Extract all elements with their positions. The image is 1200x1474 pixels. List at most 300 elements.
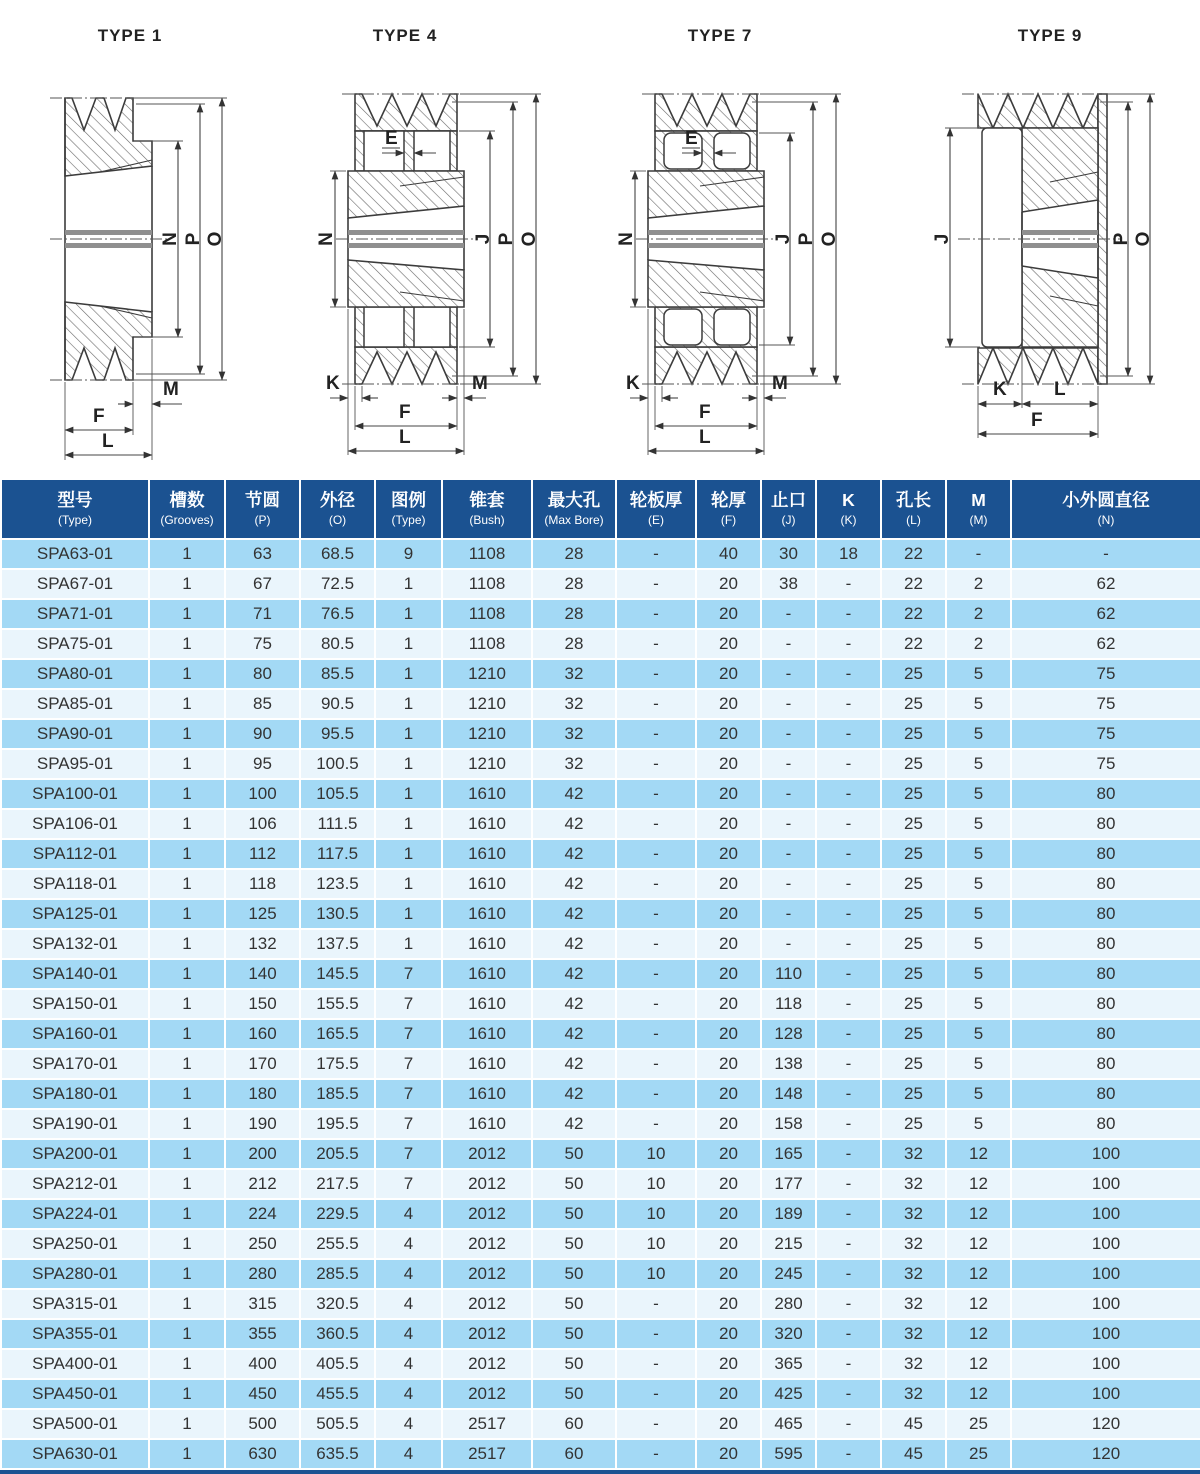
table-cell: 320.5	[300, 1289, 375, 1319]
column-header-cn: 槽数	[169, 490, 205, 511]
table-cell: SPA200-01	[1, 1139, 149, 1169]
column-header	[616, 479, 696, 539]
table-cell: 42	[532, 1049, 616, 1079]
table-cell: -	[816, 659, 881, 689]
dim-label-j: J	[773, 233, 794, 245]
table-cell: 25	[881, 719, 946, 749]
table-cell: 62	[1011, 569, 1200, 599]
table-cell: -	[816, 869, 881, 899]
table-cell: 189	[761, 1199, 816, 1229]
table-cell: 2012	[442, 1229, 532, 1259]
table-cell: 80.5	[300, 629, 375, 659]
table-row	[1, 779, 1200, 809]
table-cell: SPA355-01	[1, 1319, 149, 1349]
column-header	[946, 479, 1011, 539]
table-cell: -	[816, 749, 881, 779]
table-cell: SPA118-01	[1, 869, 149, 899]
table-cell: 38	[761, 569, 816, 599]
table-cell: 1610	[442, 899, 532, 929]
table-cell: 1	[375, 599, 442, 629]
table-cell: 130.5	[300, 899, 375, 929]
table-cell: 12	[946, 1349, 1011, 1379]
table-cell: 170	[225, 1049, 300, 1079]
table-cell: 1	[375, 569, 442, 599]
table-cell: 140	[225, 959, 300, 989]
table-cell: 12	[946, 1289, 1011, 1319]
column-header-en: (Grooves)	[160, 513, 214, 528]
table-cell: -	[616, 1049, 696, 1079]
table-cell: 80	[1011, 959, 1200, 989]
table-row	[1, 659, 1200, 689]
table-cell: 20	[696, 899, 761, 929]
table-cell: 20	[696, 839, 761, 869]
table-cell: 105.5	[300, 779, 375, 809]
table-cell: 18	[816, 539, 881, 569]
table-cell: -	[761, 839, 816, 869]
column-header-en: (M)	[969, 513, 988, 528]
table-cell: SPA75-01	[1, 629, 149, 659]
column-header	[149, 479, 225, 539]
table-cell: 5	[946, 809, 1011, 839]
column-header-en: (F)	[720, 513, 737, 528]
table-cell: 1	[149, 989, 225, 1019]
table-cell: 42	[532, 959, 616, 989]
table-cell: 1	[149, 1109, 225, 1139]
table-cell: 20	[696, 1079, 761, 1109]
table-row	[1, 809, 1200, 839]
table-cell: 12	[946, 1379, 1011, 1409]
table-cell: 75	[1011, 659, 1200, 689]
table-cell: -	[616, 1319, 696, 1349]
table-cell: 50	[532, 1139, 616, 1169]
table-row	[1, 899, 1200, 929]
table-cell: SPA630-01	[1, 1439, 149, 1469]
table-cell: 32	[532, 749, 616, 779]
table-cell: 160	[225, 1019, 300, 1049]
dim-label-f: F	[399, 402, 411, 423]
table-cell: 1	[149, 629, 225, 659]
table-cell: 68.5	[300, 539, 375, 569]
table-cell: 20	[696, 1049, 761, 1079]
column-header-en: (N)	[1097, 513, 1115, 528]
table-cell: 42	[532, 779, 616, 809]
table-cell: 20	[696, 1379, 761, 1409]
table-cell: SPA90-01	[1, 719, 149, 749]
table-cell: 32	[881, 1139, 946, 1169]
table-cell: 132	[225, 929, 300, 959]
table-cell: 80	[1011, 1109, 1200, 1139]
dim-label-l: L	[399, 427, 411, 448]
table-cell: 100	[1011, 1289, 1200, 1319]
table-cell: 22	[881, 539, 946, 569]
table-cell: 4	[375, 1379, 442, 1409]
table-cell: 360.5	[300, 1319, 375, 1349]
table-cell: 25	[946, 1409, 1011, 1439]
table-cell: 100	[225, 779, 300, 809]
table-cell: -	[616, 569, 696, 599]
table-cell: 5	[946, 779, 1011, 809]
table-cell: 80	[1011, 989, 1200, 1019]
table-row	[1, 1019, 1200, 1049]
table-cell: 20	[696, 929, 761, 959]
type-4-drawing	[300, 36, 600, 471]
table-cell: 7	[375, 989, 442, 1019]
table-cell: 595	[761, 1439, 816, 1469]
table-cell: -	[761, 809, 816, 839]
table-cell: 1	[149, 839, 225, 869]
table-cell: 32	[881, 1169, 946, 1199]
table-cell: 42	[532, 929, 616, 959]
table-cell: 400	[225, 1349, 300, 1379]
table-cell: 1	[149, 899, 225, 929]
column-header-en: (L)	[906, 513, 921, 528]
table-cell: 62	[1011, 629, 1200, 659]
table-cell: 106	[225, 809, 300, 839]
table-cell: 32	[532, 659, 616, 689]
table-cell: SPA95-01	[1, 749, 149, 779]
table-cell: 2012	[442, 1379, 532, 1409]
table-cell: 165.5	[300, 1019, 375, 1049]
table-cell: 285.5	[300, 1259, 375, 1289]
table-cell: -	[616, 629, 696, 659]
column-header-cn: M	[971, 490, 986, 511]
table-cell: 2012	[442, 1199, 532, 1229]
table-cell: -	[816, 989, 881, 1019]
table-cell: 32	[881, 1259, 946, 1289]
column-header	[816, 479, 881, 539]
table-cell: 2517	[442, 1409, 532, 1439]
table-cell: 10	[616, 1259, 696, 1289]
table-cell: 25	[881, 779, 946, 809]
column-header-en: (Max Bore)	[544, 513, 604, 528]
table-cell: -	[616, 899, 696, 929]
table-cell: 10	[616, 1199, 696, 1229]
table-cell: 1	[149, 569, 225, 599]
table-row	[1, 1259, 1200, 1289]
table-cell: 25	[881, 749, 946, 779]
table-cell: 2	[946, 569, 1011, 599]
table-cell: -	[816, 569, 881, 599]
table-cell: -	[816, 689, 881, 719]
table-cell: 1	[375, 659, 442, 689]
table-cell: -	[616, 1079, 696, 1109]
table-cell: 5	[946, 1019, 1011, 1049]
table-cell: 1	[149, 1439, 225, 1469]
table-cell: 7	[375, 1109, 442, 1139]
table-cell: 20	[696, 1409, 761, 1439]
table-cell: 32	[881, 1349, 946, 1379]
table-cell: 215	[761, 1229, 816, 1259]
table-cell: 1	[149, 869, 225, 899]
table-cell: 1	[149, 1379, 225, 1409]
table-cell: 177	[761, 1169, 816, 1199]
table-cell: -	[616, 1289, 696, 1319]
type-1-figure	[0, 0, 300, 478]
table-cell: 25	[881, 659, 946, 689]
table-cell: 20	[696, 869, 761, 899]
table-row	[1, 989, 1200, 1019]
table-cell: 50	[532, 1379, 616, 1409]
column-header-cn: 图例	[391, 490, 426, 511]
table-cell: 1	[375, 719, 442, 749]
spec-table	[0, 478, 1200, 1470]
table-cell: -	[616, 749, 696, 779]
table-cell: SPA500-01	[1, 1409, 149, 1439]
table-cell: 1	[149, 1319, 225, 1349]
dim-label-k: K	[326, 373, 340, 394]
table-cell: 80	[1011, 1019, 1200, 1049]
table-cell: 117.5	[300, 839, 375, 869]
table-cell: 20	[696, 659, 761, 689]
table-cell: 120	[1011, 1439, 1200, 1469]
table-cell: 42	[532, 869, 616, 899]
table-cell: -	[816, 779, 881, 809]
table-cell: 25	[881, 1019, 946, 1049]
table-cell: -	[816, 959, 881, 989]
table-cell: 32	[532, 689, 616, 719]
table-cell: 2012	[442, 1319, 532, 1349]
table-cell: 1	[375, 779, 442, 809]
table-cell: 1610	[442, 779, 532, 809]
table-cell: 245	[761, 1259, 816, 1289]
table-cell: 5	[946, 869, 1011, 899]
table-cell: 2517	[442, 1439, 532, 1469]
table-cell: 25	[881, 899, 946, 929]
table-cell: 20	[696, 719, 761, 749]
table-cell: 123.5	[300, 869, 375, 899]
table-cell: 20	[696, 1319, 761, 1349]
table-cell: 7	[375, 1049, 442, 1079]
table-cell: 155.5	[300, 989, 375, 1019]
table-cell: 112	[225, 839, 300, 869]
table-cell: 7	[375, 1079, 442, 1109]
column-header-cn: 锥套	[469, 490, 505, 511]
table-cell: 25	[881, 1049, 946, 1079]
table-row	[1, 959, 1200, 989]
table-cell: SPA224-01	[1, 1199, 149, 1229]
table-cell: 2012	[442, 1349, 532, 1379]
dim-label-n: N	[616, 232, 637, 246]
table-cell: SPA450-01	[1, 1379, 149, 1409]
table-cell: -	[616, 659, 696, 689]
table-cell: SPA250-01	[1, 1229, 149, 1259]
table-cell: 405.5	[300, 1349, 375, 1379]
table-cell: 137.5	[300, 929, 375, 959]
type-7-drawing	[600, 36, 900, 471]
table-cell: 90.5	[300, 689, 375, 719]
table-cell: SPA180-01	[1, 1079, 149, 1109]
table-cell: 1	[149, 1079, 225, 1109]
dim-label-m: M	[163, 379, 179, 400]
table-cell: 1210	[442, 719, 532, 749]
table-cell: -	[761, 719, 816, 749]
dim-label-o: O	[519, 231, 540, 247]
table-cell: SPA170-01	[1, 1049, 149, 1079]
table-cell: 72.5	[300, 569, 375, 599]
table-row	[1, 749, 1200, 779]
table-cell: 1108	[442, 629, 532, 659]
table-cell: 4	[375, 1259, 442, 1289]
table-cell: SPA212-01	[1, 1169, 149, 1199]
table-cell: 85.5	[300, 659, 375, 689]
table-cell: 75	[1011, 749, 1200, 779]
column-header	[532, 479, 616, 539]
table-cell: 120	[1011, 1409, 1200, 1439]
table-cell: SPA315-01	[1, 1289, 149, 1319]
table-cell: 25	[881, 929, 946, 959]
type-4-title: TYPE 4	[372, 26, 438, 45]
table-cell: 10	[616, 1169, 696, 1199]
table-cell: -	[616, 539, 696, 569]
dim-label-n: N	[316, 232, 337, 246]
table-cell: 5	[946, 689, 1011, 719]
table-cell: 10	[616, 1139, 696, 1169]
table-cell: 80	[1011, 869, 1200, 899]
table-cell: 12	[946, 1199, 1011, 1229]
table-cell: 158	[761, 1109, 816, 1139]
table-cell: 229.5	[300, 1199, 375, 1229]
table-cell: 5	[946, 659, 1011, 689]
table-cell: SPA125-01	[1, 899, 149, 929]
table-cell: 12	[946, 1319, 1011, 1349]
table-cell: 45	[881, 1439, 946, 1469]
dim-label-j: J	[473, 233, 494, 245]
table-cell: -	[616, 959, 696, 989]
table-cell: 80	[1011, 809, 1200, 839]
table-cell: -	[616, 689, 696, 719]
table-row	[1, 1289, 1200, 1319]
table-cell: SPA85-01	[1, 689, 149, 719]
table-cell: 1	[149, 1049, 225, 1079]
table-cell: 100	[1011, 1379, 1200, 1409]
table-cell: 1	[149, 1409, 225, 1439]
table-cell: 28	[532, 539, 616, 569]
table-cell: 100	[1011, 1259, 1200, 1289]
table-cell: 4	[375, 1439, 442, 1469]
table-cell: -	[816, 1379, 881, 1409]
table-cell: 4	[375, 1319, 442, 1349]
table-cell: -	[616, 1409, 696, 1439]
type-7-figure	[600, 0, 900, 478]
table-cell: 4	[375, 1199, 442, 1229]
table-cell: 80	[1011, 929, 1200, 959]
table-cell: 42	[532, 1019, 616, 1049]
table-cell: 217.5	[300, 1169, 375, 1199]
column-header	[300, 479, 375, 539]
table-cell: 20	[696, 689, 761, 719]
table-cell: 1	[149, 809, 225, 839]
table-cell: -	[616, 1439, 696, 1469]
table-cell: 20	[696, 1139, 761, 1169]
table-row	[1, 1379, 1200, 1409]
column-header-en: (Type)	[391, 513, 426, 528]
column-header-en: (K)	[840, 513, 857, 528]
table-cell: -	[761, 629, 816, 659]
dim-label-p: P	[1111, 232, 1132, 246]
table-cell: 1610	[442, 989, 532, 1019]
table-cell: 1	[375, 869, 442, 899]
table-cell: 1	[375, 839, 442, 869]
table-cell: 32	[881, 1319, 946, 1349]
table-cell: 5	[946, 1079, 1011, 1109]
table-cell: 25	[881, 689, 946, 719]
table-cell: 1610	[442, 929, 532, 959]
table-cell: 315	[225, 1289, 300, 1319]
table-cell: 455.5	[300, 1379, 375, 1409]
table-row	[1, 569, 1200, 599]
table-cell: -	[816, 599, 881, 629]
column-header	[1011, 479, 1200, 539]
table-bottom-bar	[0, 1470, 1200, 1474]
table-cell: 28	[532, 599, 616, 629]
dim-label-l: L	[699, 427, 711, 448]
table-cell: 111.5	[300, 809, 375, 839]
table-cell: 50	[532, 1259, 616, 1289]
dim-label-e: E	[685, 128, 698, 149]
table-cell: 200	[225, 1139, 300, 1169]
table-cell: 1	[375, 629, 442, 659]
table-cell: -	[816, 1409, 881, 1439]
table-cell: 20	[696, 1259, 761, 1289]
table-cell: 1	[375, 689, 442, 719]
table-cell: 465	[761, 1409, 816, 1439]
table-cell: -	[816, 1349, 881, 1379]
column-header-cn: 孔长	[896, 490, 931, 511]
column-header-en: (O)	[328, 513, 347, 528]
table-cell: 50	[532, 1169, 616, 1199]
table-cell: SPA280-01	[1, 1259, 149, 1289]
table-cell: -	[816, 1199, 881, 1229]
table-cell: 505.5	[300, 1409, 375, 1439]
table-cell: -	[616, 869, 696, 899]
table-cell: 1108	[442, 599, 532, 629]
table-cell: 1	[149, 1199, 225, 1229]
table-cell: 100	[1011, 1229, 1200, 1259]
table-cell: -	[816, 929, 881, 959]
table-cell: SPA132-01	[1, 929, 149, 959]
column-header-cn: K	[842, 490, 855, 511]
table-cell: 20	[696, 779, 761, 809]
table-cell: 20	[696, 749, 761, 779]
table-cell: -	[616, 1019, 696, 1049]
column-header-en: (Bush)	[469, 513, 505, 528]
table-cell: 28	[532, 629, 616, 659]
column-header	[696, 479, 761, 539]
table-cell: 190	[225, 1109, 300, 1139]
table-cell: -	[761, 869, 816, 899]
table-cell: 20	[696, 1109, 761, 1139]
table-row	[1, 1139, 1200, 1169]
column-header-cn: 节圆	[245, 490, 280, 511]
table-cell: 110	[761, 959, 816, 989]
table-cell: -	[616, 779, 696, 809]
dim-label-o: O	[1133, 231, 1154, 247]
table-cell: 42	[532, 899, 616, 929]
table-row	[1, 539, 1200, 569]
type-9-title: TYPE 9	[1017, 26, 1083, 45]
column-header	[761, 479, 816, 539]
table-cell: 5	[946, 749, 1011, 779]
table-cell: 165	[761, 1139, 816, 1169]
table-cell: 20	[696, 809, 761, 839]
table-row	[1, 599, 1200, 629]
table-cell: 150	[225, 989, 300, 1019]
table-cell: 20	[696, 1439, 761, 1469]
table-cell: 5	[946, 1049, 1011, 1079]
table-cell: 75	[1011, 689, 1200, 719]
type-7-title: TYPE 7	[687, 26, 753, 45]
table-cell: -	[816, 1439, 881, 1469]
